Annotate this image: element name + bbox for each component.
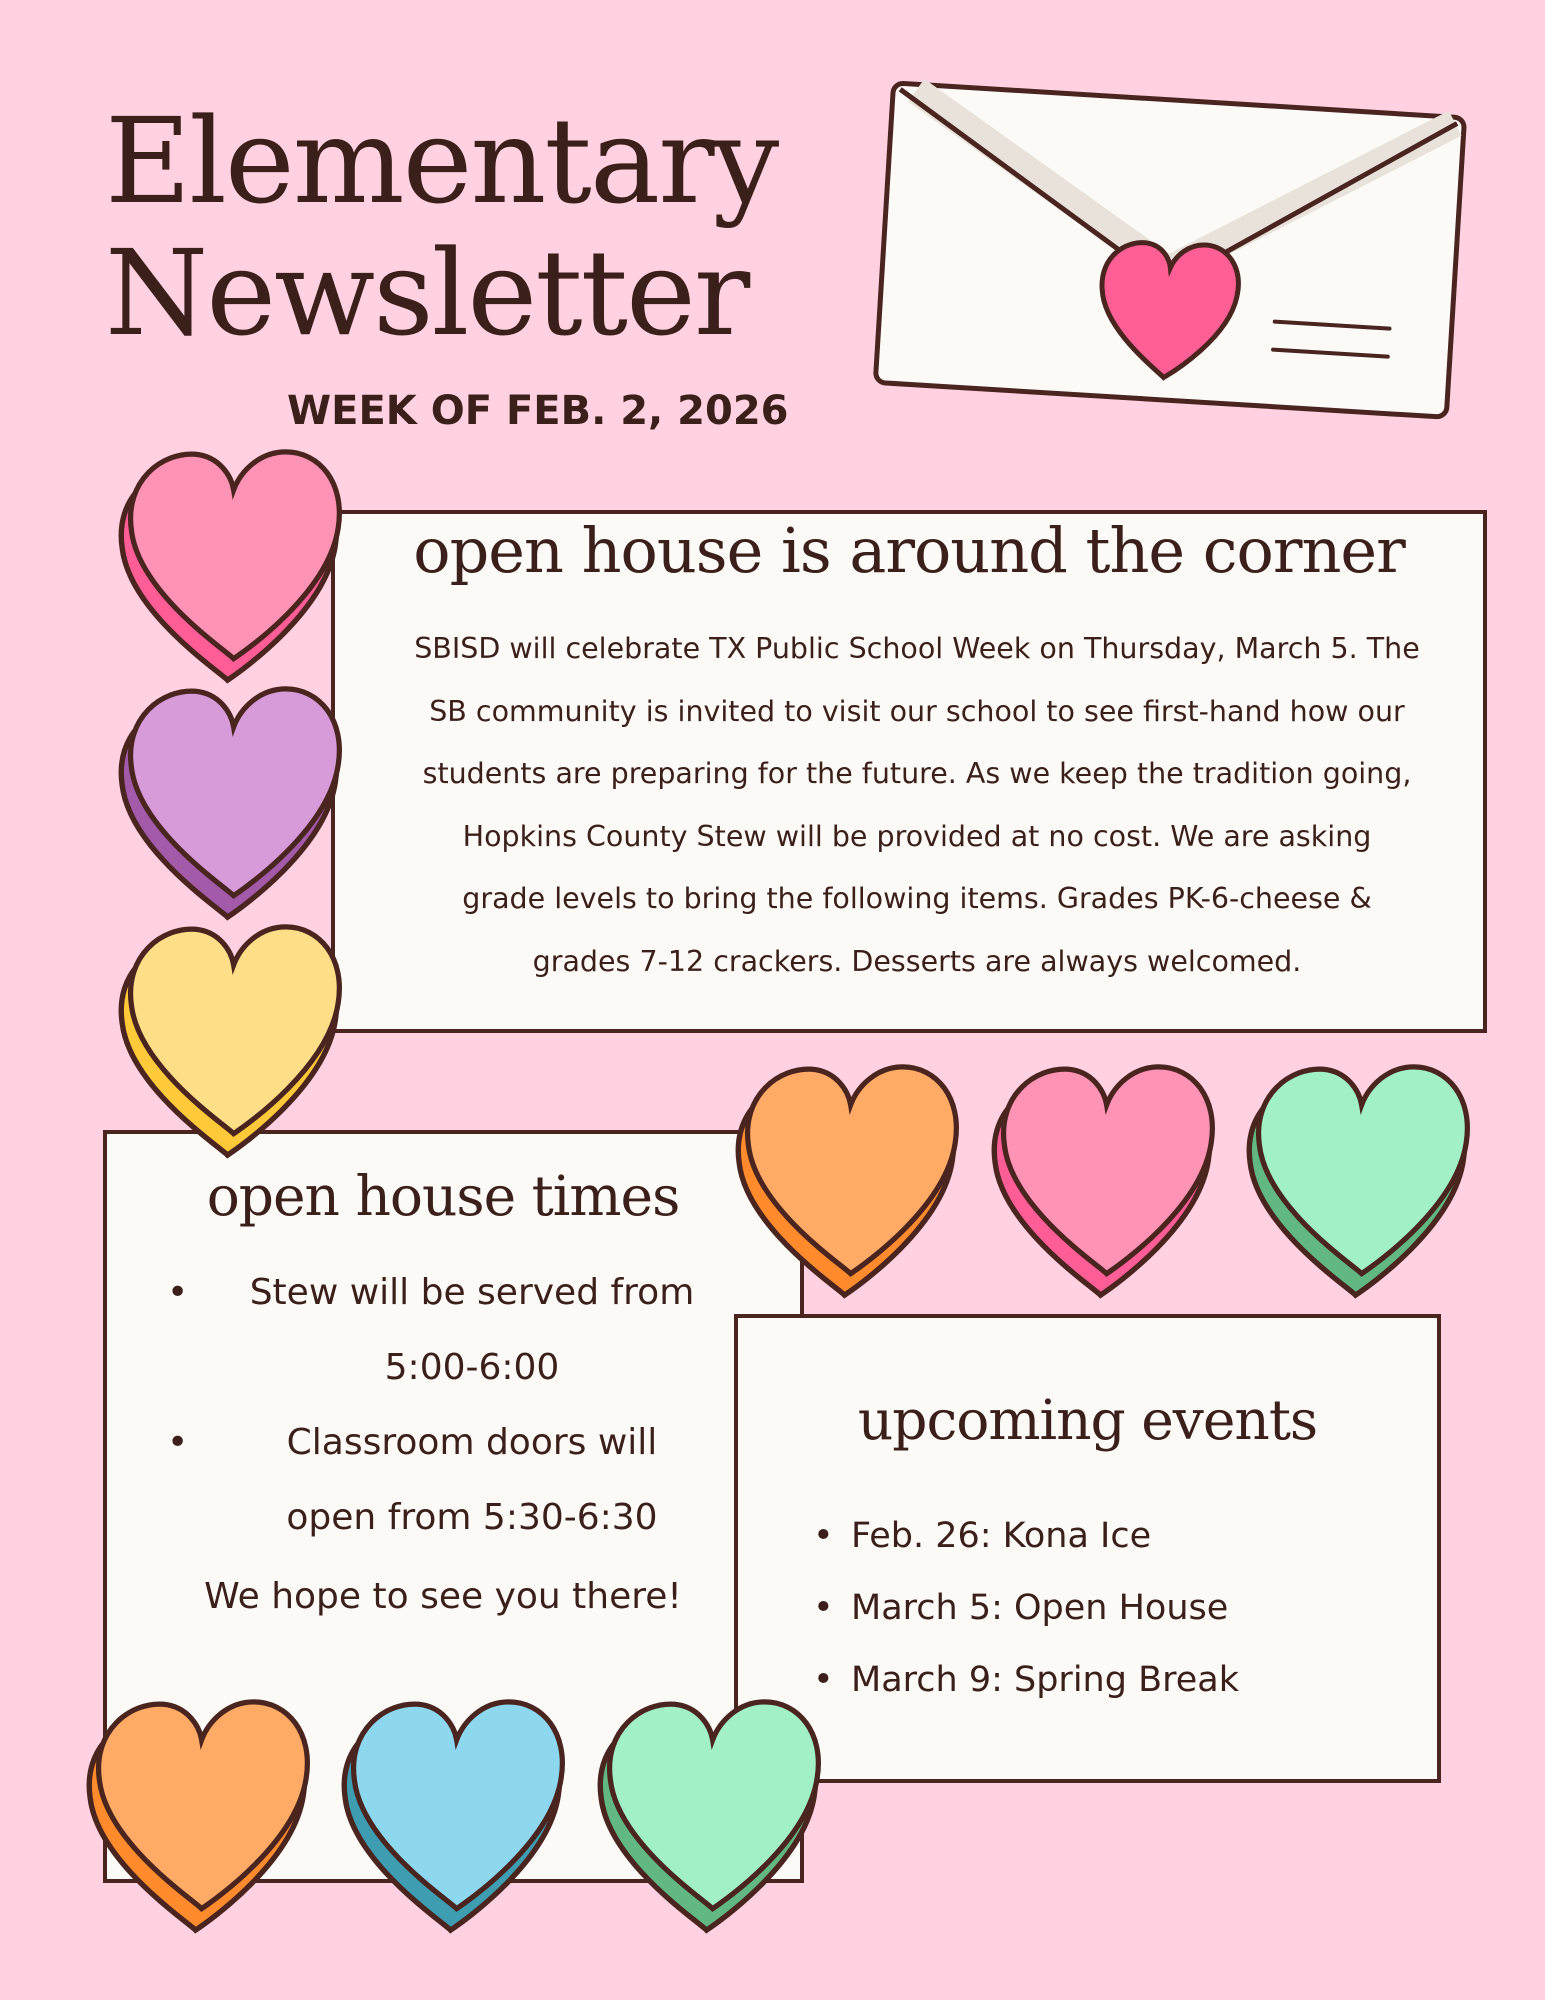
candy-heart-icon: [73, 1690, 318, 1935]
list-item: • March 9: Spring Break: [813, 1644, 1239, 1716]
envelope-icon: [868, 70, 1468, 460]
body-line: students are preparing for the future. As we keep the tradition going,: [422, 757, 1412, 790]
open-house-times-heading: open house times: [206, 1164, 680, 1228]
list-item: • March 5: Open House: [813, 1572, 1239, 1644]
title-line-2: Newsletter: [105, 224, 749, 362]
candy-heart-icon: [722, 1055, 967, 1300]
title-line-1: Elementary: [105, 92, 778, 230]
upcoming-events-heading: upcoming events: [857, 1388, 1318, 1452]
body-line: SB community is invited to visit our school to see first-hand how our: [429, 694, 1405, 728]
open-house-heading: open house is around the corner: [413, 514, 1405, 587]
candy-heart-icon: [328, 1690, 573, 1935]
candy-heart-icon: [584, 1690, 829, 1935]
open-house-body: [357, 618, 1477, 993]
events-list: [813, 1500, 1239, 1716]
candy-heart-icon: [105, 677, 350, 922]
body-line: Hopkins County Stew will be provided at no cost. We are asking: [462, 819, 1372, 853]
body-line: grade levels to bring the following items. Grades PK-6-cheese &: [462, 882, 1372, 915]
candy-heart-icon: [978, 1055, 1223, 1300]
times-list: [147, 1255, 767, 1555]
open-house-panel: [331, 510, 1487, 1033]
list-item: • Stew will be served from 5:00-6:00: [147, 1255, 767, 1405]
candy-heart-icon: [1233, 1055, 1478, 1300]
list-item: • Classroom doors will open from 5:30-6:30: [147, 1405, 767, 1555]
candy-heart-icon: [105, 915, 350, 1160]
candy-heart-icon: [105, 440, 350, 685]
newsletter-title: [105, 92, 778, 362]
week-date: WEEK OF FEB. 2, 2026: [287, 388, 789, 434]
body-line: SBISD will celebrate TX Public School Week on Thursday, March 5. The: [414, 632, 1420, 665]
list-item: • Feb. 26: Kona Ice: [813, 1500, 1239, 1572]
upcoming-events-panel: [734, 1314, 1441, 1783]
closing-text: We hope to see you there!: [204, 1576, 682, 1617]
body-line: grades 7-12 crackers. Desserts are always welcomed.: [532, 944, 1302, 978]
